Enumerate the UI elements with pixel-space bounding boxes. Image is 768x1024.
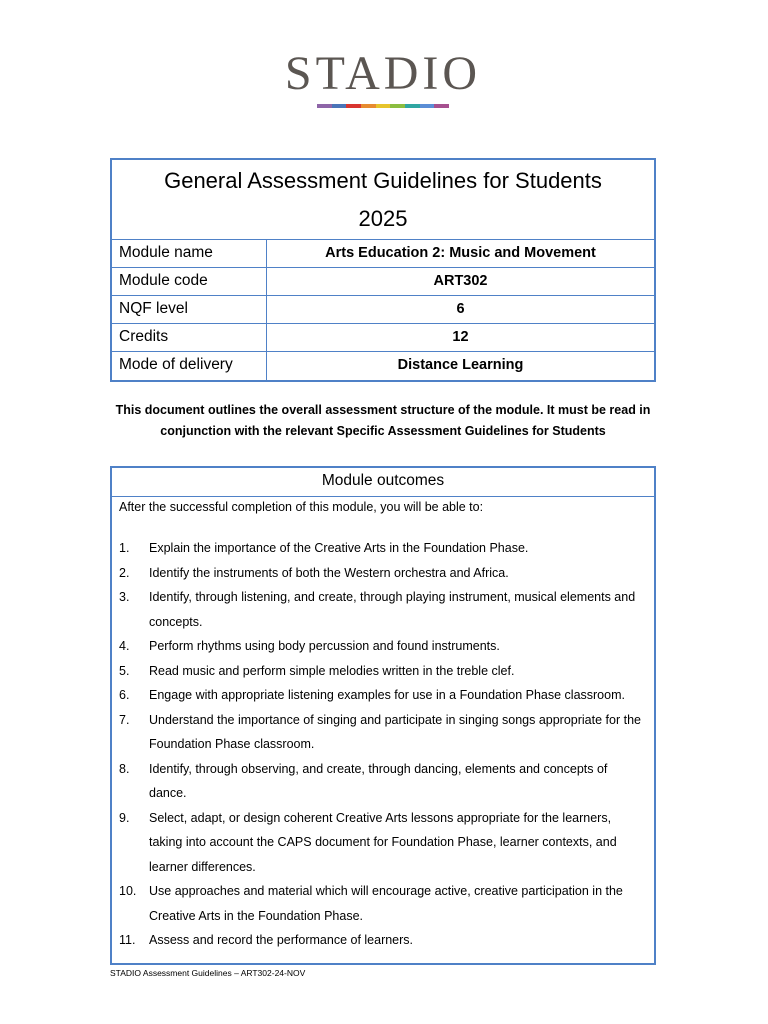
title-year: 2025 <box>358 206 408 231</box>
outcome-number: 2. <box>119 565 130 580</box>
logo-stripe-segment <box>434 104 449 108</box>
outcome-number: 1. <box>119 541 130 555</box>
outcome-text: Use approaches and material which will encourage active, creative participation in the Creative Arts in the Foundation Phase. <box>149 884 623 923</box>
module-info-table <box>110 158 656 382</box>
info-label: Module name <box>112 240 267 267</box>
outcome-text: Identify the instruments of both the Western orchestra and Africa. <box>149 565 509 580</box>
logo-stripe-segment <box>346 104 361 108</box>
info-row-nqf-level <box>112 296 654 324</box>
info-value: Arts Education 2: Music and Movement <box>325 245 596 261</box>
info-value: 12 <box>452 329 469 345</box>
logo-stripe-segment <box>405 104 420 108</box>
outcome-item <box>119 806 646 880</box>
module-outcomes-box <box>110 466 656 965</box>
outcome-item <box>119 708 646 757</box>
outcome-text: Perform rhythms using body percussion and found instruments. <box>149 639 500 653</box>
info-label: Credits <box>112 324 267 351</box>
info-row-mode-of-delivery <box>112 352 654 380</box>
outcome-text: Assess and record the performance of learners. <box>149 933 414 947</box>
outcome-number: 9. <box>119 810 130 825</box>
outcome-item <box>119 659 646 684</box>
logo-color-stripe <box>317 104 449 108</box>
outcome-text: Select, adapt, or design coherent Creative Arts lessons appropriate for the learners, taking into account the CAPS document for Foundation Phase, learner contexts, and learner differences. <box>149 810 617 874</box>
outcome-item <box>119 634 646 659</box>
logo-stripe-segment <box>376 104 391 108</box>
outcomes-heading: Module outcomes <box>112 468 654 497</box>
outcome-text: Identify, through listening, and create, through playing instrument, musical elements and concepts. <box>149 590 636 629</box>
outcome-number: 4. <box>119 639 130 653</box>
outcome-number: 7. <box>119 712 130 727</box>
info-row-module-name <box>112 240 654 268</box>
logo-stripe-segment <box>332 104 347 108</box>
outcomes-lead: After the successful completion of this module, you will be able to: <box>119 500 484 514</box>
document-title <box>112 160 654 240</box>
info-row-credits <box>112 324 654 352</box>
info-value: Distance Learning <box>397 357 524 373</box>
outcomes-list <box>112 536 654 953</box>
outcome-number: 5. <box>119 663 130 678</box>
outcome-item <box>119 536 646 561</box>
logo-wordmark: STADIO <box>284 47 482 100</box>
outcome-item <box>119 879 646 928</box>
info-label: Module code <box>112 268 267 295</box>
outcome-number: 8. <box>119 761 130 776</box>
outcome-item <box>119 561 646 586</box>
title-line-1: General Assessment Guidelines for Students <box>164 168 602 193</box>
info-row-module-code <box>112 268 654 296</box>
outcome-item <box>119 928 646 953</box>
logo-stripe-segment <box>317 104 332 108</box>
logo-stripe-segment <box>420 104 435 108</box>
outcome-number: 6. <box>119 688 130 702</box>
intro-paragraph: This document outlines the overall assessment structure of the module. It must be read in conjunction with the relevant Specific Assessment Guidelines for Students <box>115 403 651 438</box>
outcome-text: Explain the importance of the Creative Arts in the Foundation Phase. <box>149 541 529 555</box>
info-value: 6 <box>456 301 465 317</box>
outcome-text: Read music and perform simple melodies written in the treble clef. <box>149 663 515 678</box>
outcome-number: 3. <box>119 590 130 604</box>
info-label: NQF level <box>112 296 267 323</box>
logo-stripe-segment <box>361 104 376 108</box>
outcome-text: Identify, through observing, and create, through dancing, elements and concepts of dance. <box>149 761 608 800</box>
page-footer: STADIO Assessment Guidelines – ART302-24-NOV <box>110 968 306 978</box>
outcome-item <box>119 757 646 806</box>
info-label: Mode of delivery <box>112 352 267 380</box>
outcome-number: 11. <box>119 933 136 947</box>
outcome-text: Engage with appropriate listening examples for use in a Foundation Phase classroom. <box>149 688 625 702</box>
outcome-text: Understand the importance of singing and participate in singing songs appropriate for the Foundation Phase classroom. <box>149 712 641 751</box>
stadio-logo <box>270 48 496 108</box>
outcome-item <box>119 683 646 708</box>
logo-stripe-segment <box>390 104 405 108</box>
info-value: ART302 <box>433 273 488 289</box>
outcome-number: 10. <box>119 884 137 898</box>
outcome-item <box>119 585 646 634</box>
